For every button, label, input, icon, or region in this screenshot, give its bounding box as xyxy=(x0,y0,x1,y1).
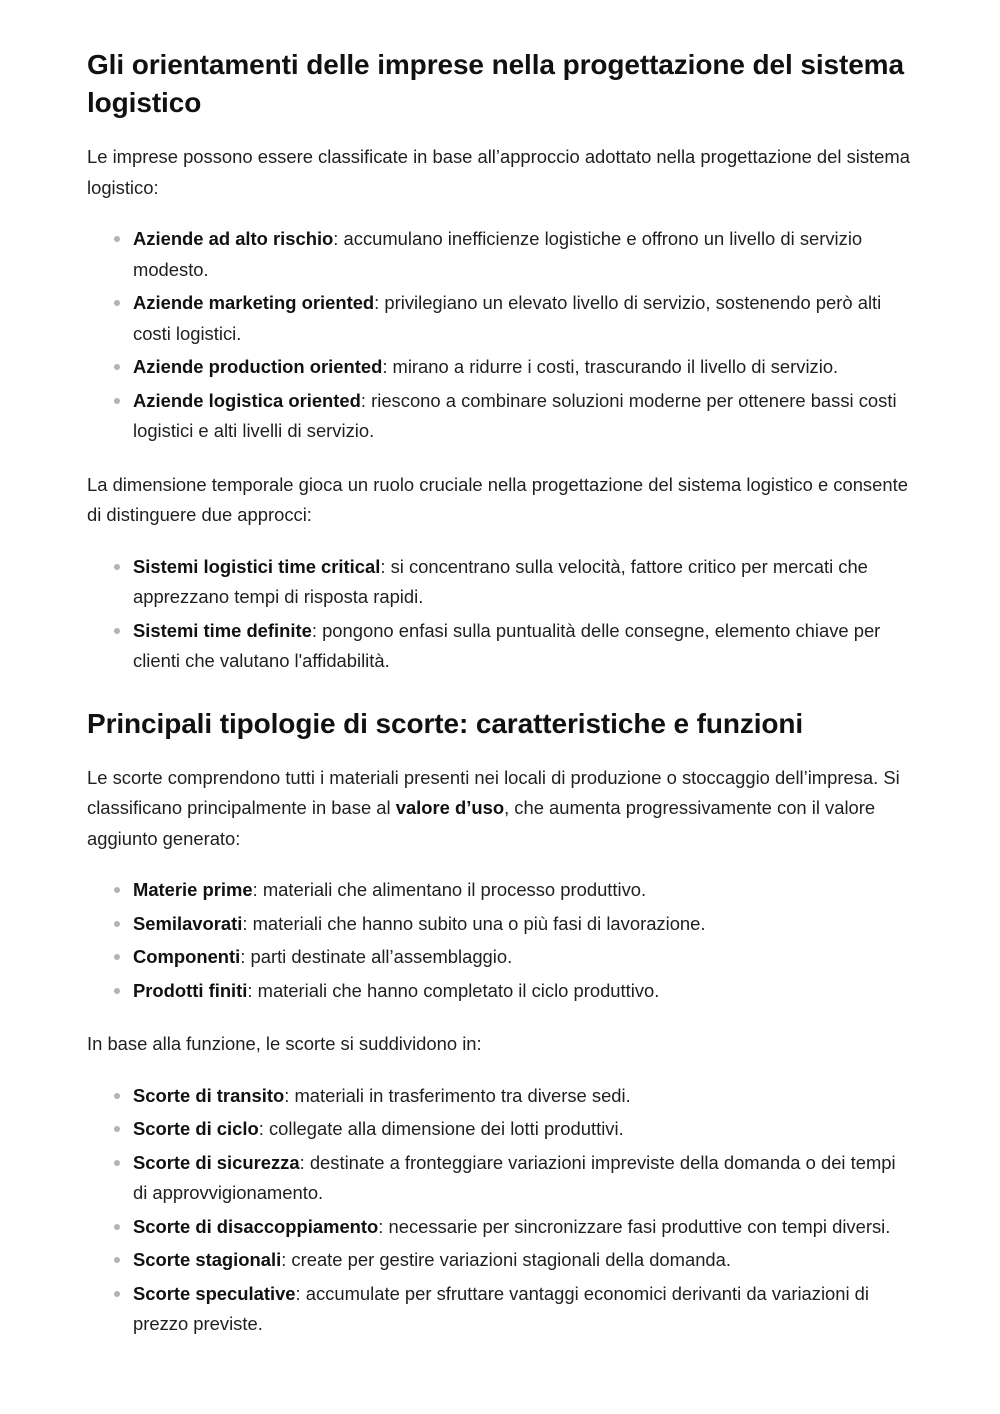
list-item xyxy=(133,386,914,447)
list-item-text: : privilegiano un elevato livello di servizio, sostenendo però alti costi logistici. xyxy=(133,292,882,344)
list-item-term: Semilavorati xyxy=(133,912,243,934)
list-item-term: Materie prime xyxy=(133,879,253,900)
bullet-icon xyxy=(114,1224,120,1230)
stock-types-list xyxy=(87,875,914,1006)
stock-functions-list xyxy=(87,1081,914,1340)
list-item-text: : materiali che alimentano il processo produttivo. xyxy=(252,879,647,900)
list-item xyxy=(133,616,914,677)
list-item xyxy=(133,1114,914,1145)
list-item xyxy=(133,1081,914,1112)
list-item-text: : materiali in trasferimento tra diverse sedi. xyxy=(284,1084,631,1106)
list-item-term: Scorte di ciclo xyxy=(133,1118,259,1139)
list-item-text: : materiali che hanno completato il ciclo produttivo. xyxy=(247,979,660,1001)
list-item-term: Aziende ad alto rischio xyxy=(133,228,334,249)
list-item-text: : accumulate per sfruttare vantaggi economici derivanti da variazioni di prezzo previste. xyxy=(133,1282,869,1334)
list-item-term: Sistemi time definite xyxy=(133,619,312,641)
list-item xyxy=(133,909,914,940)
list-item-text: : create per gestire variazioni stagionali della domanda. xyxy=(281,1249,731,1270)
section-title-orientamenti: Gli orientamenti delle imprese nella progettazione del sistema logistico xyxy=(87,49,904,118)
list-item-term: Scorte stagionali xyxy=(133,1249,282,1270)
scorte-intro-paragraph xyxy=(87,763,914,855)
bullet-icon xyxy=(114,1257,120,1263)
list-item xyxy=(133,288,914,349)
list-item-term: Aziende marketing oriented xyxy=(133,292,375,313)
scorte-intro-bold: valore d’uso xyxy=(395,797,505,818)
bullet-icon xyxy=(114,300,120,306)
list-item xyxy=(133,1279,914,1340)
bullet-icon xyxy=(114,1093,120,1099)
list-item-text: : parti destinate all’assemblaggio. xyxy=(240,946,513,967)
list-item-term: Scorte di disaccoppiamento xyxy=(133,1215,379,1237)
list-item-term: Sistemi logistici time critical xyxy=(133,555,381,577)
intro-paragraph: Le imprese possono essere classificate in base all’approccio adottato nella progettazione del sistema logistico: xyxy=(87,146,910,198)
list-item-term: Prodotti finiti xyxy=(133,979,248,1001)
list-item xyxy=(133,352,914,383)
list-item-text: : necessarie per sincronizzare fasi produttive con tempi diversi. xyxy=(378,1215,891,1237)
list-item-term: Scorte di transito xyxy=(133,1084,285,1106)
list-item xyxy=(133,224,914,285)
function-intro-paragraph: In base alla funzione, le scorte si suddividono in: xyxy=(87,1033,482,1054)
temporal-paragraph: La dimensione temporale gioca un ruolo cruciale nella progettazione del sistema logistico e consente di distinguere due approcci: xyxy=(87,473,908,525)
bullet-icon xyxy=(114,988,120,994)
list-item xyxy=(133,1245,914,1276)
bullet-icon xyxy=(114,921,120,927)
scorte-intro-text-end: , che aumenta progressivamente con il valore aggiunto generato: xyxy=(87,797,876,849)
bullet-icon xyxy=(114,398,120,404)
bullet-icon xyxy=(114,236,120,242)
bullet-icon xyxy=(114,1160,120,1166)
list-item xyxy=(133,1148,914,1209)
bullet-icon xyxy=(114,564,120,570)
list-item xyxy=(133,875,914,906)
list-item-term: Scorte speculative xyxy=(133,1282,296,1304)
list-item-term: Scorte di sicurezza xyxy=(133,1151,300,1173)
orientations-list xyxy=(87,224,914,447)
list-item-text: : accumulano inefficienze logistiche e offrono un livello di servizio modesto. xyxy=(133,228,863,280)
approaches-list xyxy=(87,552,914,677)
list-item-term: Aziende logistica oriented xyxy=(133,389,361,411)
list-item-text: : pongono enfasi sulla puntualità delle consegne, elemento chiave per clienti che valutano l'affidabilità. xyxy=(133,619,881,671)
list-item-text: : mirano a ridurre i costi, trascurando il livello di servizio. xyxy=(382,356,839,377)
bullet-icon xyxy=(114,364,120,370)
bullet-icon xyxy=(114,1126,120,1132)
bullet-icon xyxy=(114,1291,120,1297)
list-item-text: : collegate alla dimensione dei lotti produttivi. xyxy=(258,1118,624,1139)
list-item-text: : destinate a fronteggiare variazioni impreviste della domanda o dei tempi di approvvigionamento. xyxy=(133,1151,896,1203)
scorte-intro-text: Le scorte comprendono tutti i materiali presenti nei locali di produzione o stoccaggio dell’impresa. Si classificano principalmente in base al xyxy=(87,766,900,818)
list-item-term: Componenti xyxy=(133,946,241,967)
list-item-term: Aziende production oriented xyxy=(133,356,383,377)
list-item xyxy=(133,1212,914,1243)
list-item-text: : si concentrano sulla velocità, fattore critico per mercati che apprezzano tempi di risposta rapidi. xyxy=(133,555,868,607)
section-title-scorte: Principali tipologie di scorte: caratteristiche e funzioni xyxy=(87,707,804,739)
list-item xyxy=(133,976,914,1007)
bullet-icon xyxy=(114,628,120,634)
list-item-text: : materiali che hanno subito una o più fasi di lavorazione. xyxy=(242,912,706,934)
list-item-text: : riescono a combinare soluzioni moderne per ottenere bassi costi logistici e alti livelli di servizio. xyxy=(133,389,897,441)
list-item xyxy=(133,942,914,973)
bullet-icon xyxy=(114,954,120,960)
bullet-icon xyxy=(114,887,120,893)
list-item xyxy=(133,552,914,613)
